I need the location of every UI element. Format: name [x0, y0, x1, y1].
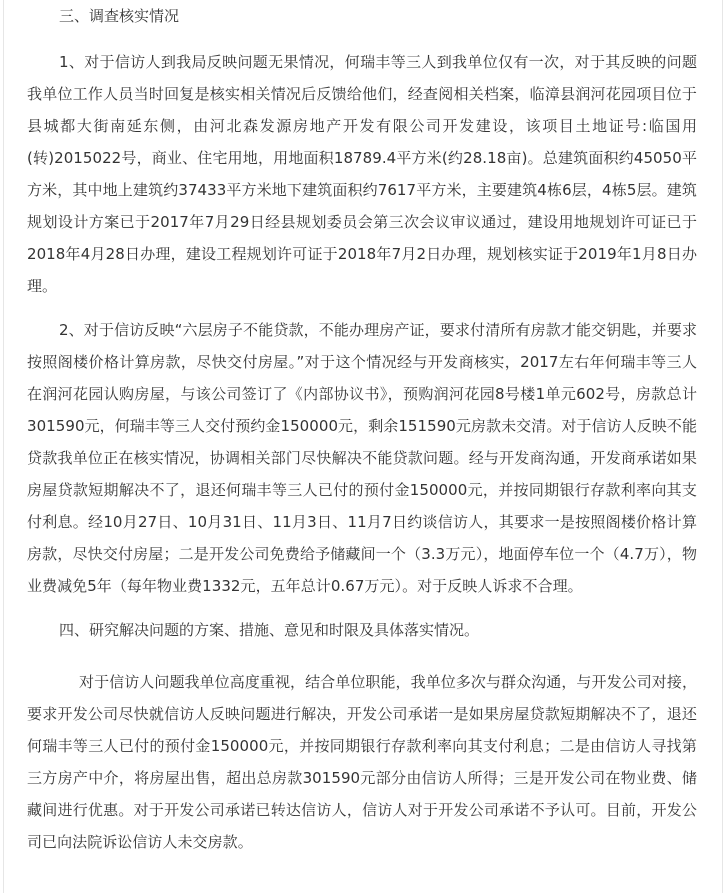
- paragraph-solution-details: 对于信访人问题我单位高度重视，结合单位职能，我单位多次与群众沟通，与开发公司对接，要求开发公司尽快就信访人反映问题进行解决，开发公司承诺一是如果房屋贷款短期解决不了，退还何瑞丰等三人已付的预付金150000元，并按同期银行存款利率向其支付利息；二是由信访人寻找第三方房产中介，将房屋出售，超出总房款301590元部分由信访人所得；三是开发公司在物业费、储藏间进行优惠。对于开发公司承诺已转达信访人，信访人对于开发公司承诺不予认可。目前，开发公司已向法院诉讼信访人未交房款。: [27, 673, 697, 851]
- page-border-right: [722, 0, 723, 893]
- document-body: [27, 0, 697, 858]
- page-border-left: [3, 0, 4, 893]
- paragraph-project-info: 1、对于信访人到我局反映问题无果情况，何瑞丰等三人到我单位仅有一次，对于其反映的问题我单位工作人员当时回复是核实相关情况后反馈给他们，经查阅相关档案，临漳县润河花园项目位于县城都大街南延东侧，由河北森发源房地产开发有限公司开发建设，该项目土地证号:临国用(转)2015022号，商业、住宅用地，用地面积18789.4平方米(约28.18亩)。总建筑面积约45050平方米，其中地上建筑约37433平方米地下建筑面积约7617平方米，主要建筑4栋6层，4栋5层。建筑规划设计方案已于2017年7月29日经县规划委员会第三次会议审议通过，建设用地规划许可证已于2018年4月28日办理，建设工程规划许可证于2018年7月2日办理，规划核实证于2019年1月8日办理。: [27, 53, 697, 295]
- section-heading-solution: 四、研究解决问题的方案、措施、意见和时限及具体落实情况。: [59, 621, 480, 639]
- paragraph-loan-complaint: 2、对于信访反映“六层房子不能贷款，不能办理房产证，要求付清所有房款才能交钥匙，并要求按照阁楼价格计算房款，尽快交付房屋。”对于这个情况经与开发商核实，2017左右年何瑞丰等三人在润河花园认购房屋，与该公司签订了《内部协议书》，预购润河花园8号楼1单元602号，房款总计301590元，何瑞丰等三人交付预约金150000元，剩余151590元房款未交清。对于信访人反映不能贷款我单位正在核实情况，协调相关部门尽快解决不能贷款问题。经与开发商沟通，开发商承诺如果房屋贷款短期解决不了，退还何瑞丰等三人已付的预付金150000元，并按同期银行存款利率向其支付利息。经10月27日、10月31日、11月3日、11月7日约谈信访人，其要求一是按照阁楼价格计算房款，尽快交付房屋；二是开发公司免费给予储藏间一个（3.3万元），地面停车位一个（4.7万），物业费减免5年（每年物业费1332元，五年总计0.67万元）。对于反映人诉求不合理。: [27, 321, 697, 595]
- section-heading-investigation: 三、调查核实情况: [59, 7, 180, 25]
